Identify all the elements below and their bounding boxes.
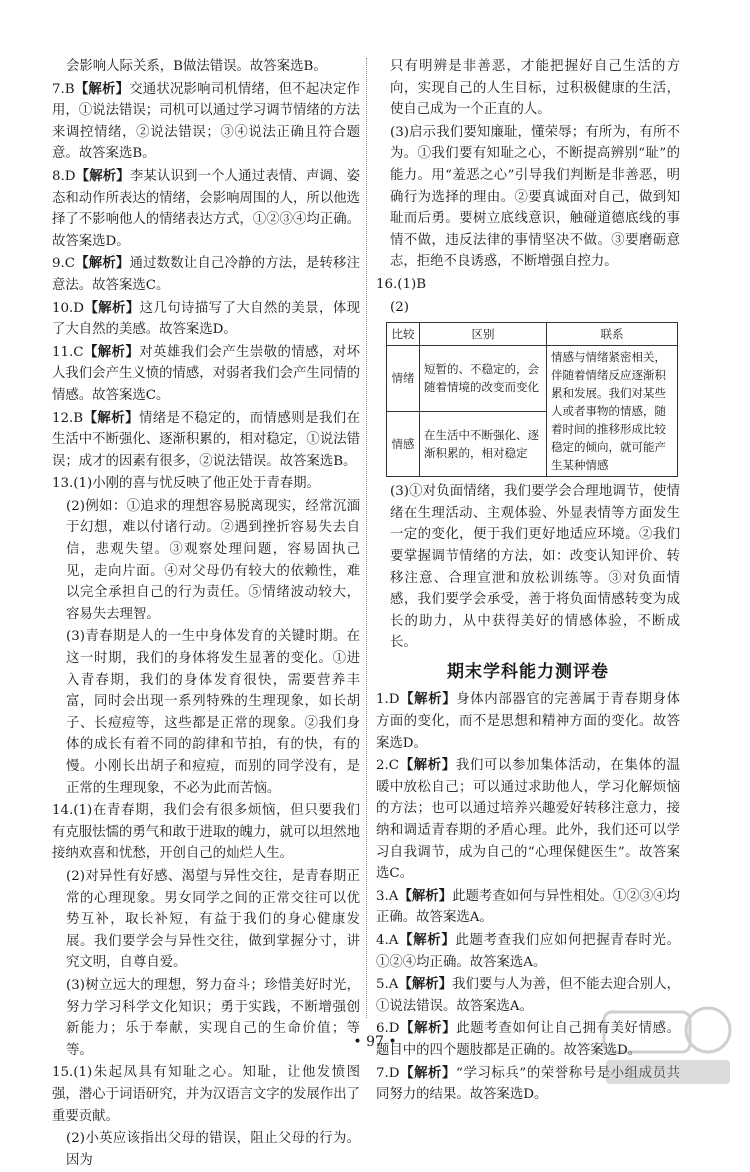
question-number: 13. (52, 476, 74, 492)
answer-paragraph (52, 866, 360, 974)
right-column (376, 56, 680, 1107)
answer-text: (3)启示我们要知廉耻，懂荣辱；有所为，有所不为。①我们要有知耻之心，不断提高辨别“耻”的能力。用“羞恶之心”引导我们判断是非善恶，明确行为选择的理由。②要真诚面对自己，做到知耻而后勇。要树立底线意识，触碰道德底线的事情不做，违反法律的事情坚决不做。③要磨砺意志，拒绝不良诱惑，不断增强自控力。 (390, 124, 680, 270)
answer-text: (2)小英应该指出父母的错误，阻止父母的行为。因为 (66, 1131, 360, 1168)
answer-text: 此题考查我们应如何把握青春时光。①②④均正确。故答案选A。 (376, 933, 681, 970)
question-number: 15. (52, 1065, 74, 1081)
answer-text: 这几句诗描写了大自然的美景，体现了大自然的美感。故答案选D。 (52, 300, 361, 338)
answer-text: (2)对异性有好感、渴望与异性交往，是青春期正常的心理现象。男女同学之间的正常交往可以优势互补，取长补短，有益于我们的身心健康发展。我们要学会与异性交往，做到掌握分寸，讲究文明，自尊自爱。 (66, 868, 360, 971)
question-number: 12.B (52, 410, 84, 426)
analysis-tag: 【解析】 (398, 976, 453, 993)
answer-text: 通过数数让自己冷静的方法，是转移注意法。故答案选C。 (52, 256, 361, 293)
question-number: 14. (52, 803, 74, 819)
answer-text: (2) (390, 299, 409, 315)
analysis-tag: 【解析】 (398, 932, 456, 948)
answer-text: (1)小刚的喜与忧反映了他正处于青春期。 (73, 476, 320, 492)
question-number: 11.C (52, 344, 84, 360)
watermark-logo-icon (596, 1000, 736, 1090)
table-row-label: 情绪 (387, 346, 420, 412)
answer-paragraph (52, 298, 360, 341)
question-number: 9.C (52, 256, 76, 272)
comparison-table (386, 322, 678, 477)
answer-paragraph (376, 274, 680, 296)
table-header: 区别 (420, 323, 547, 346)
analysis-tag: 【解析】 (398, 887, 453, 904)
column-divider (366, 58, 367, 1018)
answer-text: 只有明辨是非善恶，才能把握好自己生活的方向，实现自己的人生目标，过积极健康的生活，使自己成为一个正直的人。 (390, 59, 680, 118)
analysis-tag: 【解析】 (75, 255, 130, 272)
question-number: 2.C (376, 758, 400, 774)
analysis-tag: 【解析】 (399, 757, 456, 774)
answer-paragraph (52, 473, 360, 495)
answer-paragraph (52, 253, 360, 296)
left-column (52, 56, 360, 1172)
answer-paragraph (376, 481, 680, 654)
answer-text: 会影响人际关系，B做法错误。故答案选B。 (66, 59, 327, 74)
answer-paragraph (52, 342, 360, 407)
answer-text: 李某认识到一个人通过表情、声调、姿态和动作所表达的情绪，会影响周围的人，所以他选择了不影响他人的情绪表达方式，①②③④均正确。故答案选D。 (52, 168, 360, 249)
analysis-tag: 【解析】 (83, 343, 140, 360)
answer-paragraph (52, 56, 360, 78)
answer-paragraph (376, 122, 680, 273)
question-number: 8.D (52, 168, 76, 184)
table-cell-link: 情感与情绪紧密相关，伴随着情绪反应逐渐积累和发展。我们对某些人或者事物的情感，随着时间的推移形成比较稳定的倾向，就可能产生某种情感 (547, 346, 678, 477)
analysis-tag: 【解析】 (74, 80, 130, 97)
answer-text: 此题考查如何让自己拥有美好情感。题目中的四个题肢都是正确的。故答案选D。 (376, 1021, 681, 1058)
answer-paragraph (376, 930, 680, 973)
question-number: 3.A (376, 888, 399, 904)
page-number: • 97 • (353, 1034, 397, 1050)
answer-paragraph (52, 166, 360, 252)
answer-paragraph (52, 408, 360, 473)
answer-paragraph (52, 626, 360, 799)
answer-paragraph (376, 56, 680, 121)
table-header: 联系 (547, 323, 678, 346)
analysis-tag: 【解析】 (75, 167, 130, 184)
answer-paragraph (376, 689, 680, 754)
table-row (387, 346, 678, 412)
question-number: 7.D (376, 1065, 400, 1081)
answer-paragraph (52, 496, 360, 626)
right-mid-answers (376, 481, 680, 654)
answer-paragraph (52, 1062, 360, 1127)
answer-text: (2)例如：①追求的理想容易脱离现实，经常沉湎于幻想，难以付诸行动。②遇到挫折容易失去自信，悲观失望。③观察处理问题，容易固执己见，走向片面。④对父母仍有较大的依赖性，难以完全承担自己的行为责任。⑤情绪波动较大，容易失去理智。 (66, 498, 360, 622)
question-number: 1.D (376, 692, 400, 708)
table-row-label: 情感 (387, 411, 420, 477)
answer-text: “学习标兵”的荣誉称号是小组成员共同努力的结果。故答案选D。 (376, 1065, 680, 1103)
answer-text: 我们可以参加集体活动，在集体的温暖中放松自己；可以通过求助他人，学习化解烦恼的方法；也可以通过培养兴趣爱好转移注意力，接纳和调适青春期的矛盾心理。此外，我们还可以学习自我调节，成为自己的“心理保健医生”。故答案选C。 (376, 758, 681, 882)
section-title: 期末学科能力测评卷 (447, 661, 609, 682)
answer-text: 对英雄我们会产生崇敬的情感，对坏人我们会产生义愤的情感，对弱者我们会产生同情的情感。故答案选C。 (52, 344, 361, 403)
right-top-answers (376, 56, 680, 318)
question-number: 5.A (376, 977, 399, 993)
analysis-tag: 【解析】 (83, 409, 139, 426)
table-cell-difference: 短暂的、不稳定的，会随着情境的改变而变化 (420, 346, 547, 412)
answer-text: (3)树立远大的理想，努力奋斗；珍惜美好时光，努力学习科学文化知识；勇于实践，不断增强创新能力；乐于奉献，实现自己的生命价值；等等。 (66, 977, 360, 1058)
analysis-tag: 【解析】 (84, 299, 140, 316)
answer-paragraph (52, 79, 360, 165)
answer-paragraph (52, 800, 360, 865)
answer-text: (1)在青春期，我们会有很多烦恼，但只要我们有克服怯懦的勇气和敢于进取的魄力，就可以坦然地接纳欢喜和忧愁，开创自己的灿烂人生。 (52, 803, 360, 862)
table-header-row (387, 323, 678, 346)
answer-paragraph (52, 1128, 360, 1171)
answer-paragraph (376, 755, 680, 885)
question-number: 6.D (376, 1021, 400, 1037)
analysis-tag: 【解析】 (399, 691, 457, 708)
answer-text: 此题考查如何与异性相处。①②③④均正确。故答案选A。 (376, 888, 681, 926)
table-header: 比较 (387, 323, 420, 346)
answer-text: 交通状况影响司机情绪，但不起决定作用，①说法错误；司机可以通过学习调节情绪的方法来调控情绪，②说法错误；③④说法正确且符合题意。故答案选B。 (52, 81, 361, 162)
question-number: 4.A (376, 933, 399, 948)
table-cell-difference: 在生活中不断强化、逐渐积累的，相对稳定 (420, 411, 547, 477)
answer-text: 我们要与人为善，但不能去迎合别人，①说法错误。故答案选A。 (376, 977, 681, 1014)
answer-text: 身体内部器官的完善属于青春期身体方面的变化，而不是思想和精神方面的变化。故答案选D。 (376, 692, 681, 751)
answer-text: (1)B (397, 276, 427, 292)
analysis-tag: 【解析】 (399, 1020, 457, 1037)
answer-text: (1)朱起凤具有知耻之心。知耻，让他发愤图强，潜心于词语研究，并为汉语言文字的发展作出了重要贡献。 (52, 1065, 360, 1124)
answer-text: (3)青春期是人的一生中身体发育的关键时期。在这一时期，我们的身体将发生显著的变化。①进入青春期，我们的身体发育很快，需要营养丰富，同时会出现一系列特殊的生理现象，如长胡子、长痘痘等，这些都是正常的现象。②我们身体的成长有着不同的韵律和节拍，有的快，有的慢。小刚长出胡子和痘痘，而别的同学没有，是正常的生理现象，不必为此而苦恼。 (66, 629, 360, 796)
answer-text: 情绪是不稳定的，而情感则是我们在生活中不断强化、逐渐积累的，相对稳定，①说法错误；成才的因素有很多，②说法错误。故答案选B。 (52, 410, 361, 469)
answer-paragraph (376, 886, 680, 929)
analysis-tag: 【解析】 (399, 1064, 457, 1081)
question-number: 7.B (52, 81, 75, 97)
question-number: 10.D (52, 300, 85, 316)
answer-paragraph (376, 297, 680, 319)
question-number: 16. (376, 276, 398, 292)
answer-text: (3)①对负面情绪，我们要学会合理地调节，使情绪在生理活动、主观体验、外显表情等方面发生一定的变化，便于我们更好地适应环境。②我们要掌握调节情绪的方法，如：改变认知评价、转移注意、合理宣泄和放松训练等。③对负面情感，我们要学会承受，善于将负面情感转变为成长的助力，从中获得美好的情感体验，不断成长。 (390, 484, 680, 651)
